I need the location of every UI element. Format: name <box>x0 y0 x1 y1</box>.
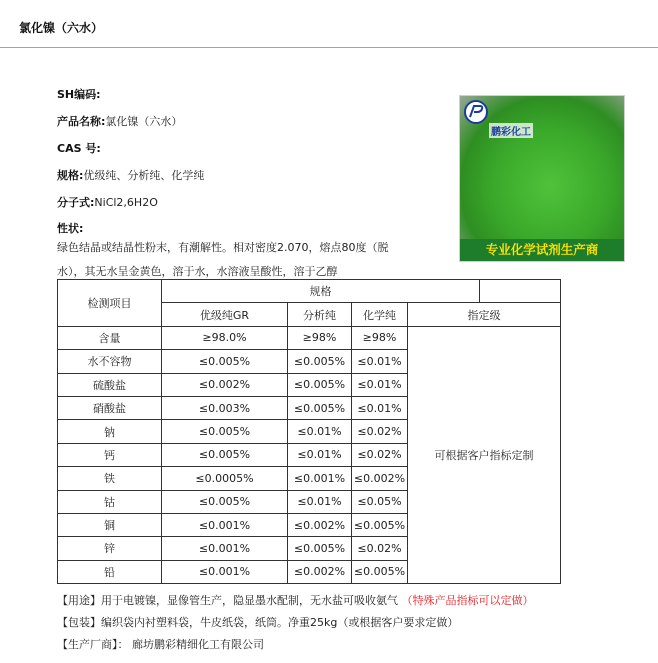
cell-item: 钴 <box>58 490 162 513</box>
property-row <box>57 220 83 236</box>
cell-item: 硝酸盐 <box>58 396 162 419</box>
cell-cp: ≤0.02% <box>352 420 408 443</box>
formula-row <box>57 194 158 210</box>
cell-custom-note: 可根据客户指标定制 <box>408 326 561 583</box>
cell-gr: ≤0.001% <box>162 537 288 560</box>
cell-item: 铜 <box>58 513 162 536</box>
cell-ar: ≤0.005% <box>288 350 352 373</box>
cell-ar: ≤0.01% <box>288 443 352 466</box>
cell-item: 铁 <box>58 467 162 490</box>
sh-code-label: SH编码: <box>57 88 101 101</box>
header-ar: 分析纯 <box>288 303 352 326</box>
product-banner: 专业化学试剂生产商 <box>460 239 624 261</box>
table-row <box>58 326 561 349</box>
cell-item: 铅 <box>58 560 162 583</box>
package-line: 【包装】编织袋内衬塑料袋，牛皮纸袋，纸筒。净重25kg（或根据客户要求定做） <box>57 616 459 629</box>
grade-row <box>57 167 204 183</box>
logo-text: 鹏彩化工 <box>489 123 533 138</box>
cell-cp: ≤0.05% <box>352 490 408 513</box>
cell-ar: ≥98% <box>288 326 352 349</box>
header-item: 检测项目 <box>58 280 162 327</box>
cell-cp: ≤0.005% <box>352 513 408 536</box>
cell-gr: ≤0.005% <box>162 350 288 373</box>
maker-line: 【生产厂商】： 廊坊鹏彩精细化工有限公司 <box>57 638 264 651</box>
cell-cp: ≥98% <box>352 326 408 349</box>
cell-ar: ≤0.005% <box>288 373 352 396</box>
usage-note: （特殊产品指标可以定做） <box>401 594 534 607</box>
property-label: 性状: <box>57 222 84 235</box>
cell-gr: ≤0.003% <box>162 396 288 419</box>
header-custom: 指定级 <box>408 303 561 326</box>
cell-ar: ≤0.002% <box>288 513 352 536</box>
header-cp: 化学纯 <box>352 303 408 326</box>
property-line-2: 水），其无水呈金黄色，溶于水，水溶液呈酸性，溶于乙醇 <box>57 265 338 278</box>
sh-code-row <box>57 86 101 102</box>
cell-cp: ≤0.02% <box>352 537 408 560</box>
grade-label: 规格: <box>57 169 84 182</box>
product-image <box>459 95 625 262</box>
cell-cp: ≤0.005% <box>352 560 408 583</box>
cell-gr: ≤0.005% <box>162 490 288 513</box>
cell-item: 硫酸盐 <box>58 373 162 396</box>
cas-row <box>57 140 101 156</box>
page-header <box>0 0 658 48</box>
cell-item: 钙 <box>58 443 162 466</box>
formula-label: 分子式: <box>57 196 95 209</box>
cell-ar: ≤0.005% <box>288 537 352 560</box>
formula-value: NiCl2,6H2O <box>94 196 158 209</box>
cell-gr: ≤0.001% <box>162 560 288 583</box>
usage-text: 【用途】用于电镀镍，显像管生产，隐显墨水配制，无水盐可吸收氨气 <box>57 594 398 607</box>
cell-ar: ≤0.005% <box>288 396 352 419</box>
company-logo-icon <box>463 99 489 125</box>
cell-cp: ≤0.02% <box>352 443 408 466</box>
cell-gr: ≤0.005% <box>162 420 288 443</box>
spec-table <box>57 279 561 584</box>
header-gr: 优级纯GR <box>162 303 288 326</box>
cell-ar: ≤0.01% <box>288 420 352 443</box>
cell-cp: ≤0.01% <box>352 373 408 396</box>
cell-cp: ≤0.002% <box>352 467 408 490</box>
cell-item: 锌 <box>58 537 162 560</box>
property-line-1: 绿色结晶或结晶性粉末，有潮解性。相对密度2.070，熔点80度（脱 <box>57 241 389 254</box>
cell-cp: ≤0.01% <box>352 350 408 373</box>
cas-label: CAS 号: <box>57 142 101 155</box>
page-title: 氯化镍（六水） <box>19 21 104 35</box>
cell-item: 含量 <box>58 326 162 349</box>
cell-gr: ≤0.002% <box>162 373 288 396</box>
header-spec-extra <box>480 280 561 303</box>
cell-item: 钠 <box>58 420 162 443</box>
cell-gr: ≤0.005% <box>162 443 288 466</box>
header-spec: 规格 <box>162 280 480 303</box>
product-name-value: 氯化镍（六水） <box>105 115 183 128</box>
property-description <box>57 236 397 284</box>
cell-gr: ≤0.001% <box>162 513 288 536</box>
table-header-row-1 <box>58 280 561 303</box>
cell-item: 水不容物 <box>58 350 162 373</box>
cell-gr: ≥98.0% <box>162 326 288 349</box>
product-name-label: 产品名称: <box>57 115 106 128</box>
usage-line <box>57 592 534 608</box>
grade-value: 优级纯、分析纯、化学纯 <box>83 169 205 182</box>
cell-ar: ≤0.01% <box>288 490 352 513</box>
cell-cp: ≤0.01% <box>352 396 408 419</box>
cell-ar: ≤0.001% <box>288 467 352 490</box>
cell-ar: ≤0.002% <box>288 560 352 583</box>
product-name-row <box>57 113 182 129</box>
cell-gr: ≤0.0005% <box>162 467 288 490</box>
